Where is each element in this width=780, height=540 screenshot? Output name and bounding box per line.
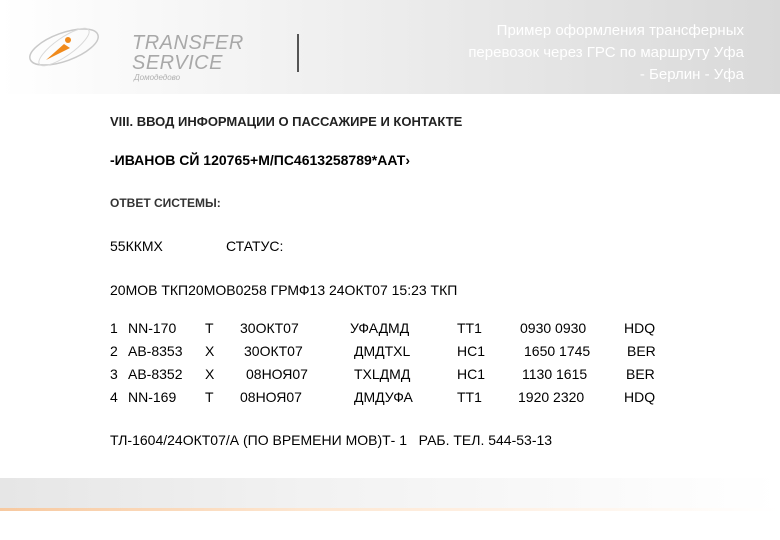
segment-times: 1650 1745 bbox=[524, 343, 591, 359]
segment-date: 30ОКТ07 bbox=[244, 343, 303, 359]
segment-class: T bbox=[205, 389, 214, 405]
ticketing-limit-line: ТЛ-1604/24ОКТ07/А (ПО ВРЕМЕНИ МОВ)Т- 1 РАБ. ТЕЛ. 544-53-13 bbox=[110, 432, 553, 448]
section-title: VIII. ВВОД ИНФОРМАЦИИ О ПАССАЖИРЕ И КОНТАКТЕ bbox=[110, 114, 463, 129]
segment-date: 08НОЯ07 bbox=[246, 366, 308, 382]
segment-code: BER bbox=[626, 366, 655, 382]
logo-line3: Домодедово bbox=[134, 73, 181, 82]
title-line-3: - Берлин - Уфа bbox=[639, 66, 744, 83]
segment-num: 3 bbox=[110, 366, 118, 382]
status-label: СТАТУС: bbox=[226, 238, 284, 254]
segment-times: 0930 0930 bbox=[520, 320, 587, 336]
segment-class: T bbox=[205, 320, 214, 336]
logo-line2: SERVICE bbox=[132, 52, 223, 74]
segment-num: 4 bbox=[110, 389, 118, 405]
segment-times: 1130 1615 bbox=[522, 366, 588, 382]
logo-line1: TRANSFER bbox=[132, 32, 244, 54]
header-bar bbox=[0, 0, 780, 94]
segment-date: 08НОЯ07 bbox=[240, 389, 302, 405]
title-line-2: перевозок через ГРС по маршруту Уфа bbox=[468, 44, 744, 61]
page-title bbox=[344, 20, 744, 86]
segment-code: HDQ bbox=[624, 320, 656, 336]
orbit-logo-icon bbox=[24, 22, 124, 72]
segment-route: ДМДУФА bbox=[354, 389, 413, 405]
response-label: ОТВЕТ СИСТЕМЫ: bbox=[110, 196, 221, 210]
segment-status: HC1 bbox=[457, 366, 486, 382]
segment-route: ДМДТXL bbox=[354, 343, 411, 359]
segment-status: TT1 bbox=[457, 389, 482, 405]
segment-class: X bbox=[205, 366, 215, 382]
logo-divider bbox=[297, 34, 299, 72]
segment-flight: NN-170 bbox=[128, 320, 177, 336]
title-line-1: Пример оформления трансферных bbox=[496, 22, 744, 39]
segment-status: HC1 bbox=[457, 343, 486, 359]
footer-accent-line bbox=[0, 508, 780, 511]
segment-class: X bbox=[205, 343, 215, 359]
segment-flight: AB-8352 bbox=[128, 366, 183, 382]
segment-code: BER bbox=[627, 343, 656, 359]
pnr-code: 55ККМХ bbox=[110, 238, 163, 254]
segment-status: TT1 bbox=[457, 320, 482, 336]
entry-command: -ИВАНОВ СЙ 120765+М/ПС4613258789*ААТ› bbox=[110, 152, 410, 168]
segment-flight: NN-169 bbox=[128, 389, 177, 405]
segment-code: HDQ bbox=[624, 389, 656, 405]
segment-flight: AB-8353 bbox=[128, 343, 183, 359]
segment-num: 1 bbox=[110, 320, 118, 336]
segment-route: TXLДМД bbox=[354, 366, 411, 382]
segment-date: 30ОКТ07 bbox=[240, 320, 299, 336]
segment-route: УФАДМД bbox=[350, 320, 410, 336]
segment-times: 1920 2320 bbox=[518, 389, 585, 405]
segment-num: 2 bbox=[110, 343, 118, 359]
footer-bar bbox=[0, 478, 780, 508]
booking-line: 20МОВ ТКП20МОВ0258 ГРМФ13 24ОКТ07 15:23 ТКП bbox=[110, 282, 458, 298]
